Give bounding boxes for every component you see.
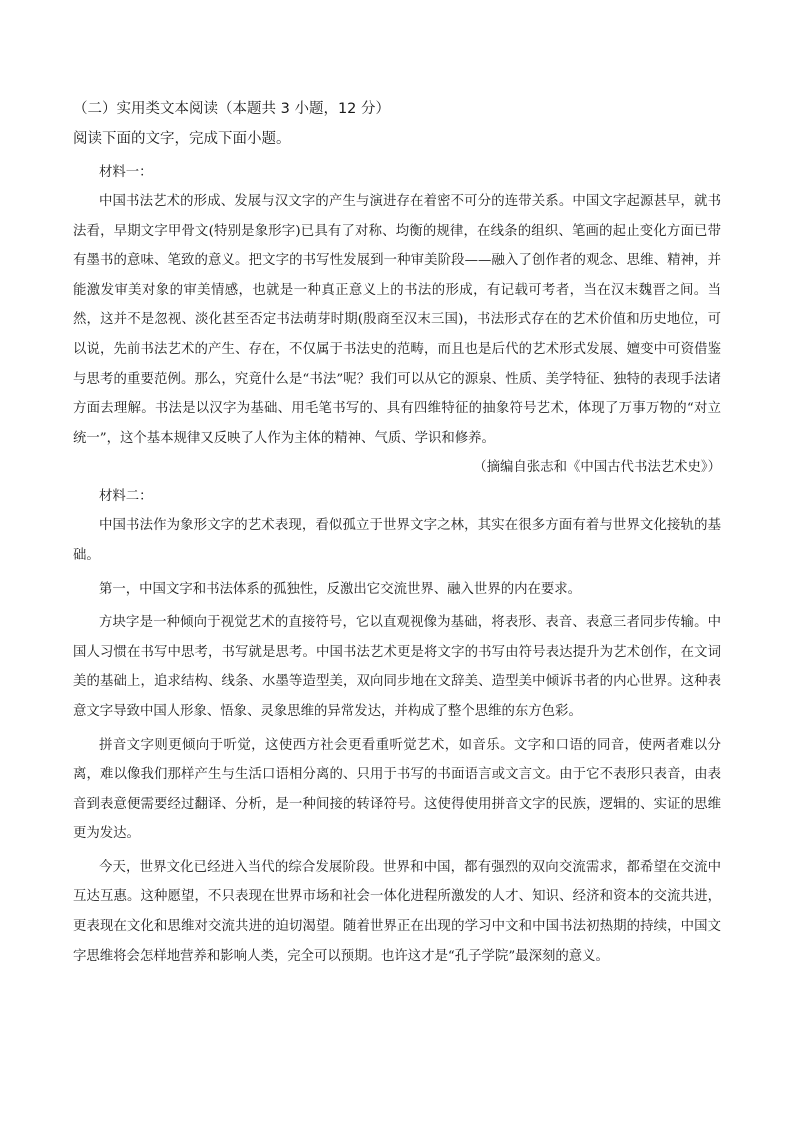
material-two-paragraph-3: 方块字是一种倾向于视觉艺术的直接符号，它以直观视像为基础，将表形、表音、表意三者同步传输。中国人习惯在书写中思考，书写就是思考。中国书法艺术更是将文字的书写由符号表达提升为艺术创作，在文词美的基础上，追求结构、线条、水墨等造型美，双向同步地在文辞美、造型美中倾诉书者的内心世界。这种表意文字导致中国人形象、悟象、灵象思维的异常发达，并构成了整个思维的东方色彩。 bbox=[73, 615, 721, 719]
material-one-label: 材料一： bbox=[99, 165, 153, 180]
document-page bbox=[73, 98, 721, 971]
material-one-paragraph: 中国书法艺术的形成、发展与汉文字的产生与演进存在着密不可分的连带关系。中国文字起源甚早，就书法看，早期文字甲骨文(特别是象形字)已具有了对称、均衡的规律，在线条的组织、笔画的起止变化方面已带有墨书的意味、笔致的意义。把文字的书写性发展到一种审美阶段——融入了创作者的观念、思维、精神，并能激发审美对象的审美情感，也就是一种真正意义上的书法的形成，有记载可考者，当在汉末魏晋之间。当然，这并不是忽视、淡化甚至否定书法萌芽时期(殷商至汉末三国)，书法形式存在的艺术价值和历史地位，可以说，先前书法艺术的产生、存在，不仅属于书法史的范畴，而且也是后代的艺术形式发展、嬗变中可资借鉴与思考的重要范例。那么，究竟什么是“书法”呢？我们可以从它的源泉、性质、美学特征、独特的表现手法诸方面去理解。书法是以汉字为基础、用毛笔书写的、具有四维特征的抽象符号艺术，体现了万事万物的“对立统一”，这个基本规律又反映了人作为主体的精神、气质、学识和修养。 bbox=[73, 194, 721, 446]
material-two-paragraph-2: 第一，中国文字和书法体系的孤独性，反激出它交流世界、融入世界的内在要求。 bbox=[99, 581, 582, 597]
reading-instruction: 阅读下面的文字，完成下面小题。 bbox=[73, 131, 291, 147]
material-one-source: （摘编自张志和《中国古代书法艺术史》） bbox=[473, 460, 721, 476]
material-two-paragraph-5: 今天，世界文化已经进入当代的综合发展阶段。世界和中国，都有强烈的双向交流需求，都希望在交流中互达互惠。这种愿望，不只表现在世界市场和社会一体化进程所激发的人才、知识、经济和资本的交流共进，更表现在文化和思维对交流共进的迫切渴望。随着世界正在出现的学习中文和中国书法初热期的持续，中国文字思维将会怎样地营养和影响人类，完全可以预期。也许这才是“孔子学院”最深刻的意义。 bbox=[73, 859, 721, 964]
material-two-paragraph-1: 中国书法作为象形文字的艺术表现，看似孤立于世界文字之林，其实在很多方面有着与世界文化接轨的基础。 bbox=[73, 518, 721, 563]
section-title: （二）实用类文本阅读（本题共 3 小题，12 分） bbox=[73, 101, 391, 117]
material-two-paragraph-4: 拼音文字则更倾向于听觉，这使西方社会更看重听觉艺术，如音乐。文字和口语的同音，使两者难以分离，难以像我们那样产生与生活口语相分离的、只用于书写的书面语言或文言文。由于它不表形只表音，由表音到表意便需要经过翻译、分析，是一种间接的转译符号。这使得使用拼音文字的民族，逻辑的、实证的思维更为发达。 bbox=[73, 737, 721, 842]
material-two-label: 材料二： bbox=[99, 489, 153, 505]
